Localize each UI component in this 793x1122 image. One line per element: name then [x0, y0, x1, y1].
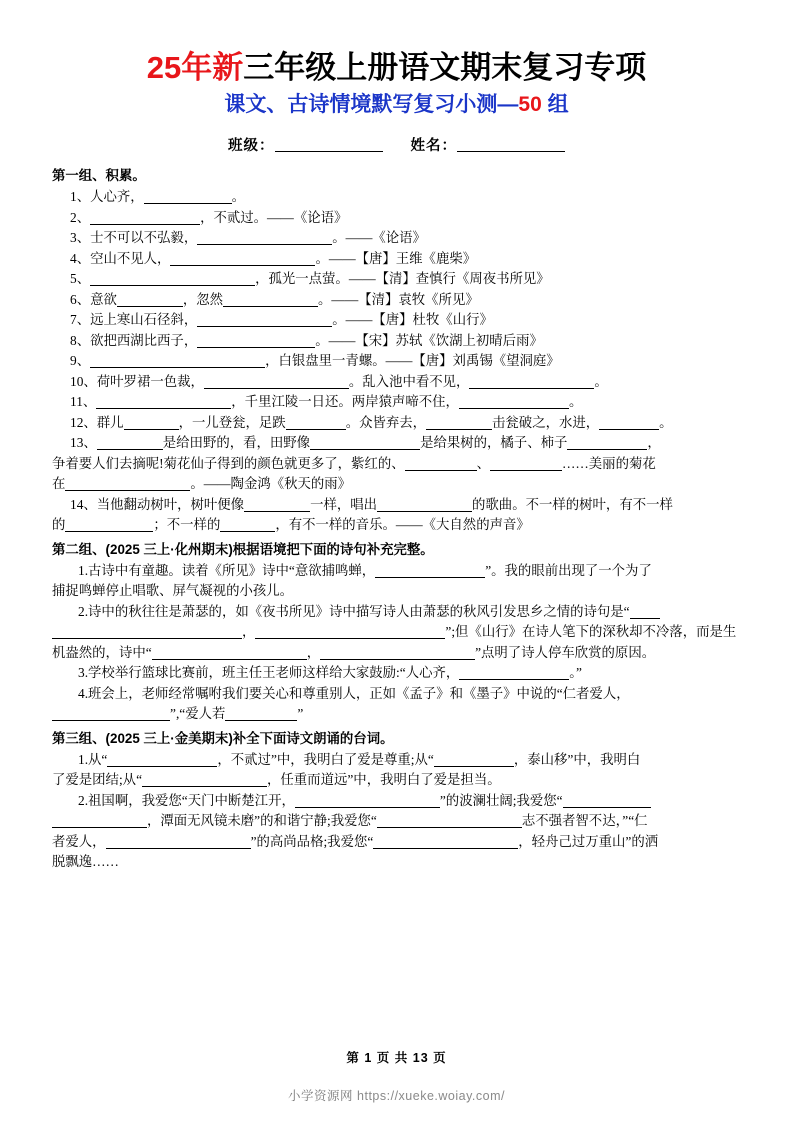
item-text: 的: [52, 517, 66, 532]
group1-item-8: [52, 331, 741, 352]
item-text-3: ，轻舟己过万重山”的洒: [518, 833, 659, 849]
item-number: 3、: [70, 230, 91, 245]
item-text-3: ……美丽的菊花: [562, 455, 656, 471]
item-number: 12、: [70, 414, 97, 430]
answer-blank[interactable]: [52, 624, 242, 639]
group1-item-13: [52, 433, 741, 454]
item-text-end: 。——《论语》: [332, 230, 426, 245]
item-text-end: ，不贰过。——《论语》: [200, 209, 348, 225]
item-text-mid: ，忽然: [182, 291, 224, 307]
student-info-row: [52, 134, 741, 155]
answer-blank[interactable]: [197, 333, 315, 348]
item-text-3: ”点明了诗人停车欣赏的原因。: [475, 644, 656, 660]
answer-blank[interactable]: [567, 435, 647, 450]
group2-q2-line3: [52, 643, 741, 664]
item-text-2: 、: [476, 455, 491, 471]
footer-total-pages: 13: [412, 1051, 429, 1065]
item-text-2: 。——陶金鸿《秋天的雨》: [190, 476, 352, 491]
subtitle-part1: 课文、古诗情境默写复习小测—: [224, 93, 519, 116]
name-input-blank[interactable]: [457, 136, 565, 152]
answer-blank[interactable]: [426, 415, 492, 430]
watermark: [0, 1086, 793, 1104]
item-text-end: 。: [659, 414, 673, 430]
answer-blank[interactable]: [320, 645, 475, 660]
answer-blank[interactable]: [65, 476, 190, 491]
answer-blank[interactable]: [490, 456, 562, 471]
group1-item-2: [52, 208, 741, 229]
item-text-3: 的歌曲。不一样的树叶，有不一样: [472, 496, 673, 512]
group3-q1: [52, 750, 741, 771]
item-text-end: 。: [568, 394, 583, 409]
footer-text-2: 页 共: [376, 1051, 409, 1065]
item-text-3: 。众皆弃去，: [345, 414, 427, 430]
answer-blank[interactable]: [377, 813, 522, 828]
group1-item-1: [52, 187, 741, 208]
group2-q3: [52, 663, 741, 684]
title-main-black: 三年级上册语文期末复习专项: [243, 50, 647, 85]
item-text: 士不可以不弘毅，: [90, 230, 198, 245]
answer-blank[interactable]: [144, 189, 232, 204]
item-text-end: 。——【唐】杜牧《山行》: [332, 312, 493, 327]
title-main-red: 25年新: [146, 50, 244, 85]
footer-text-3: 页: [433, 1051, 447, 1065]
group2-q2: [52, 602, 741, 623]
group1-item-13-line3: [52, 474, 741, 495]
item-number: 4、: [70, 250, 91, 266]
item-text: 机盎然的，诗中“: [52, 644, 152, 660]
name-label: 姓名：: [410, 138, 457, 154]
answer-blank[interactable]: [310, 435, 420, 450]
group3-q2-line3: [52, 832, 741, 853]
group1-item-4: [52, 249, 741, 270]
class-label: 班级：: [228, 138, 275, 154]
item-text-4: 击瓮破之，水进，: [492, 414, 600, 430]
item-text-2: ”。我的眼前出现了一个为了: [485, 562, 652, 578]
item-text: 者爱人，: [52, 833, 106, 849]
item-text: ，潭面无风镜未磨”的和谐宁静;我爱您“: [147, 813, 377, 828]
item-text-2: 志不强者智不达，”“仁: [521, 813, 648, 828]
item-number: 7、: [70, 312, 91, 327]
answer-blank[interactable]: [170, 251, 315, 266]
answer-blank[interactable]: [255, 624, 445, 639]
answer-blank[interactable]: [377, 497, 472, 512]
item-text-2: 一样，唱出: [310, 496, 378, 512]
answer-blank[interactable]: [124, 415, 179, 430]
class-input-blank[interactable]: [275, 136, 383, 152]
answer-blank[interactable]: [142, 772, 267, 787]
item-text: 14、当他翻动树叶，树叶便像: [70, 496, 245, 512]
item-text: 空山不见人，: [90, 250, 171, 266]
item-number: 11、: [70, 394, 97, 409]
item-number: 9、: [70, 353, 91, 368]
item-number: 1、: [70, 189, 91, 204]
item-text-2: ，任重而道远”中，我明白了爱是担当。: [267, 772, 501, 787]
item-text-mid: 。乱入池中看不见，: [348, 373, 470, 389]
group1-item-14-line2: [52, 515, 741, 536]
item-number: 8、: [70, 332, 91, 348]
item-text: 2.祖国啊，我爱您“天门中断楚江开，: [78, 792, 295, 808]
item-text: 4.班会上，老师经常嘱咐我们要关心和尊重别人，正如《孟子》和《墨子》中说的“仁者爱人，: [78, 685, 630, 701]
answer-blank[interactable]: [52, 706, 170, 721]
page-footer: [0, 1048, 793, 1066]
answer-blank[interactable]: [223, 292, 318, 307]
item-text: 了爱是团结;从“: [52, 772, 143, 787]
item-text: ”,“爱人若: [170, 706, 226, 721]
group1-item-10: [52, 372, 741, 393]
answer-blank[interactable]: [295, 793, 440, 808]
group2-q4: [52, 684, 741, 705]
answer-blank[interactable]: [469, 374, 594, 389]
group2-q1: [52, 561, 741, 582]
group2-q4-line2: [52, 704, 741, 725]
group2-heading: 第二组、(2025 三上·化州期末)根据语境把下面的诗句补充完整。: [52, 541, 434, 557]
item-text: 是给田野的，看，田野像: [162, 435, 311, 450]
item-text-mid: ，千里江陵一日还。两岸猿声啼不住，: [231, 394, 459, 409]
answer-blank[interactable]: [220, 517, 275, 532]
item-text-2: ”的高尚品格;我爱您“: [250, 833, 374, 849]
answer-blank[interactable]: [90, 353, 265, 368]
item-text-2: ，一儿登瓮，足跌: [178, 414, 286, 430]
item-text-2: ；不一样的: [153, 517, 221, 532]
item-text-2: 。”: [569, 665, 582, 680]
answer-blank[interactable]: [197, 312, 332, 327]
group1-item-7: [52, 310, 741, 331]
answer-blank[interactable]: [405, 456, 477, 471]
item-text-end: ，白银盘里一青螺。——【唐】刘禹锡《望洞庭》: [265, 353, 560, 368]
item-text-3: ，: [647, 435, 661, 450]
page-title: [52, 48, 741, 88]
answer-blank[interactable]: [244, 497, 310, 512]
item-text: 意欲: [90, 291, 117, 307]
item-text: 1.古诗中有童趣。读着《所见》诗中“意欲捕鸣蝉，: [78, 562, 376, 578]
group1-item-9: [52, 351, 741, 372]
footer-page-number: 1: [364, 1051, 373, 1065]
group3-q2-line2: [52, 811, 741, 832]
item-text-end: 。——【清】袁牧《所见》: [318, 291, 479, 307]
item-text: 群儿: [96, 414, 124, 430]
group1-item-5: [52, 269, 741, 290]
group1-item-11: [52, 392, 741, 413]
answer-blank[interactable]: [65, 517, 153, 532]
item-text-end: 。——【唐】王维《鹿柴》: [315, 250, 477, 266]
item-number: 6、: [70, 291, 91, 307]
answer-blank[interactable]: [97, 435, 163, 450]
item-text: 2.诗中的秋往往是萧瑟的，如《夜书所见》诗中描写诗人由萧瑟的秋风引发思乡之情的诗句是“: [78, 603, 630, 619]
group1-item-6: [52, 290, 741, 311]
group3-heading: 第三组、(2025 三上·金美期末)补全下面诗文朗诵的台词。: [52, 730, 394, 746]
item-text-end: 。——【宋】苏轼《饮湖上初晴后雨》: [315, 332, 543, 348]
answer-blank[interactable]: [96, 394, 231, 409]
group1-item-13-line2: [52, 454, 741, 475]
answer-blank[interactable]: [373, 834, 518, 849]
group3-q2: [52, 791, 741, 812]
item-text: 3.学校举行篮球比赛前，班主任王老师这样给大家鼓励:“人心齐，: [78, 665, 460, 680]
watermark-site-name: 小学资源网: [288, 1089, 354, 1103]
item-text: 荷叶罗裙一色裁，: [96, 373, 204, 389]
answer-blank[interactable]: [197, 230, 332, 245]
group3-q2-line4: 脱飘逸……: [52, 854, 119, 869]
footer-text-1: 第: [346, 1051, 360, 1065]
answer-blank[interactable]: [117, 292, 183, 307]
item-text: 人心齐，: [90, 189, 144, 204]
answer-blank[interactable]: [225, 706, 297, 721]
item-text-2: ，: [306, 644, 321, 660]
item-text: 在: [52, 476, 66, 491]
item-number: 2、: [70, 209, 91, 225]
item-text-end: ，孤光一点萤。——【清】查慎行《周夜书所见》: [255, 271, 550, 286]
subtitle-count: 50: [518, 93, 542, 116]
item-text-2: ”的波澜壮阔;我爱您“: [439, 792, 563, 808]
answer-blank[interactable]: [434, 752, 514, 767]
answer-blank[interactable]: [52, 813, 147, 828]
group1-heading: 第一组、积累。: [52, 168, 146, 183]
answer-blank[interactable]: [90, 271, 255, 286]
item-number: 10、: [70, 373, 97, 389]
item-text-3: ，泰山移”中，我明白: [513, 751, 641, 767]
page-subtitle: [52, 90, 741, 120]
group3-q1-line2: [52, 770, 741, 791]
answer-blank[interactable]: [375, 563, 485, 578]
group1-item-3: [52, 228, 741, 249]
answer-blank[interactable]: [107, 752, 217, 767]
item-text: 1.从“: [78, 751, 108, 767]
item-text-end: 。: [231, 189, 246, 204]
item-text: 争着要人们去摘呢!菊花仙子得到的颜色就更多了，紫红的、: [52, 455, 405, 471]
item-text-2: 是给果树的，橘子、柿子: [420, 435, 568, 450]
answer-blank[interactable]: [90, 210, 200, 225]
group2-q2-line2: [52, 622, 741, 643]
group2-q1-line2: 捕捉鸣蝉停止唱歌、屏气凝视的小孩儿。: [52, 583, 294, 598]
watermark-url: https://xueke.woiay.com/: [357, 1089, 505, 1103]
answer-blank[interactable]: [106, 834, 251, 849]
answer-blank[interactable]: [459, 394, 569, 409]
item-text-2: ，不贰过”中，我明白了爱是尊重;从“: [217, 751, 434, 767]
answer-blank[interactable]: [204, 374, 349, 389]
item-number: 13、: [70, 435, 97, 450]
group1-item-12: [52, 413, 741, 434]
answer-blank[interactable]: [563, 793, 651, 808]
answer-blank[interactable]: [286, 415, 346, 430]
subtitle-part2: 组: [541, 93, 569, 116]
answer-blank[interactable]: [152, 645, 307, 660]
item-text: 欲把西湖比西子，: [90, 332, 198, 348]
answer-blank[interactable]: [599, 415, 659, 430]
item-text-3: ，有不一样的音乐。——《大自然的声音》: [275, 517, 530, 532]
item-text-2: ”;但《山行》在诗人笔下的深秋却不冷落，而是生: [445, 624, 737, 639]
answer-blank[interactable]: [630, 604, 660, 619]
answer-blank[interactable]: [459, 665, 569, 680]
item-text: ，: [242, 624, 256, 639]
group1-item-14: [52, 495, 741, 516]
item-text: 远上寒山石径斜，: [90, 312, 198, 327]
item-number: 5、: [70, 271, 91, 286]
item-text-end: 。: [594, 373, 608, 389]
item-text-2: ”: [297, 706, 304, 721]
